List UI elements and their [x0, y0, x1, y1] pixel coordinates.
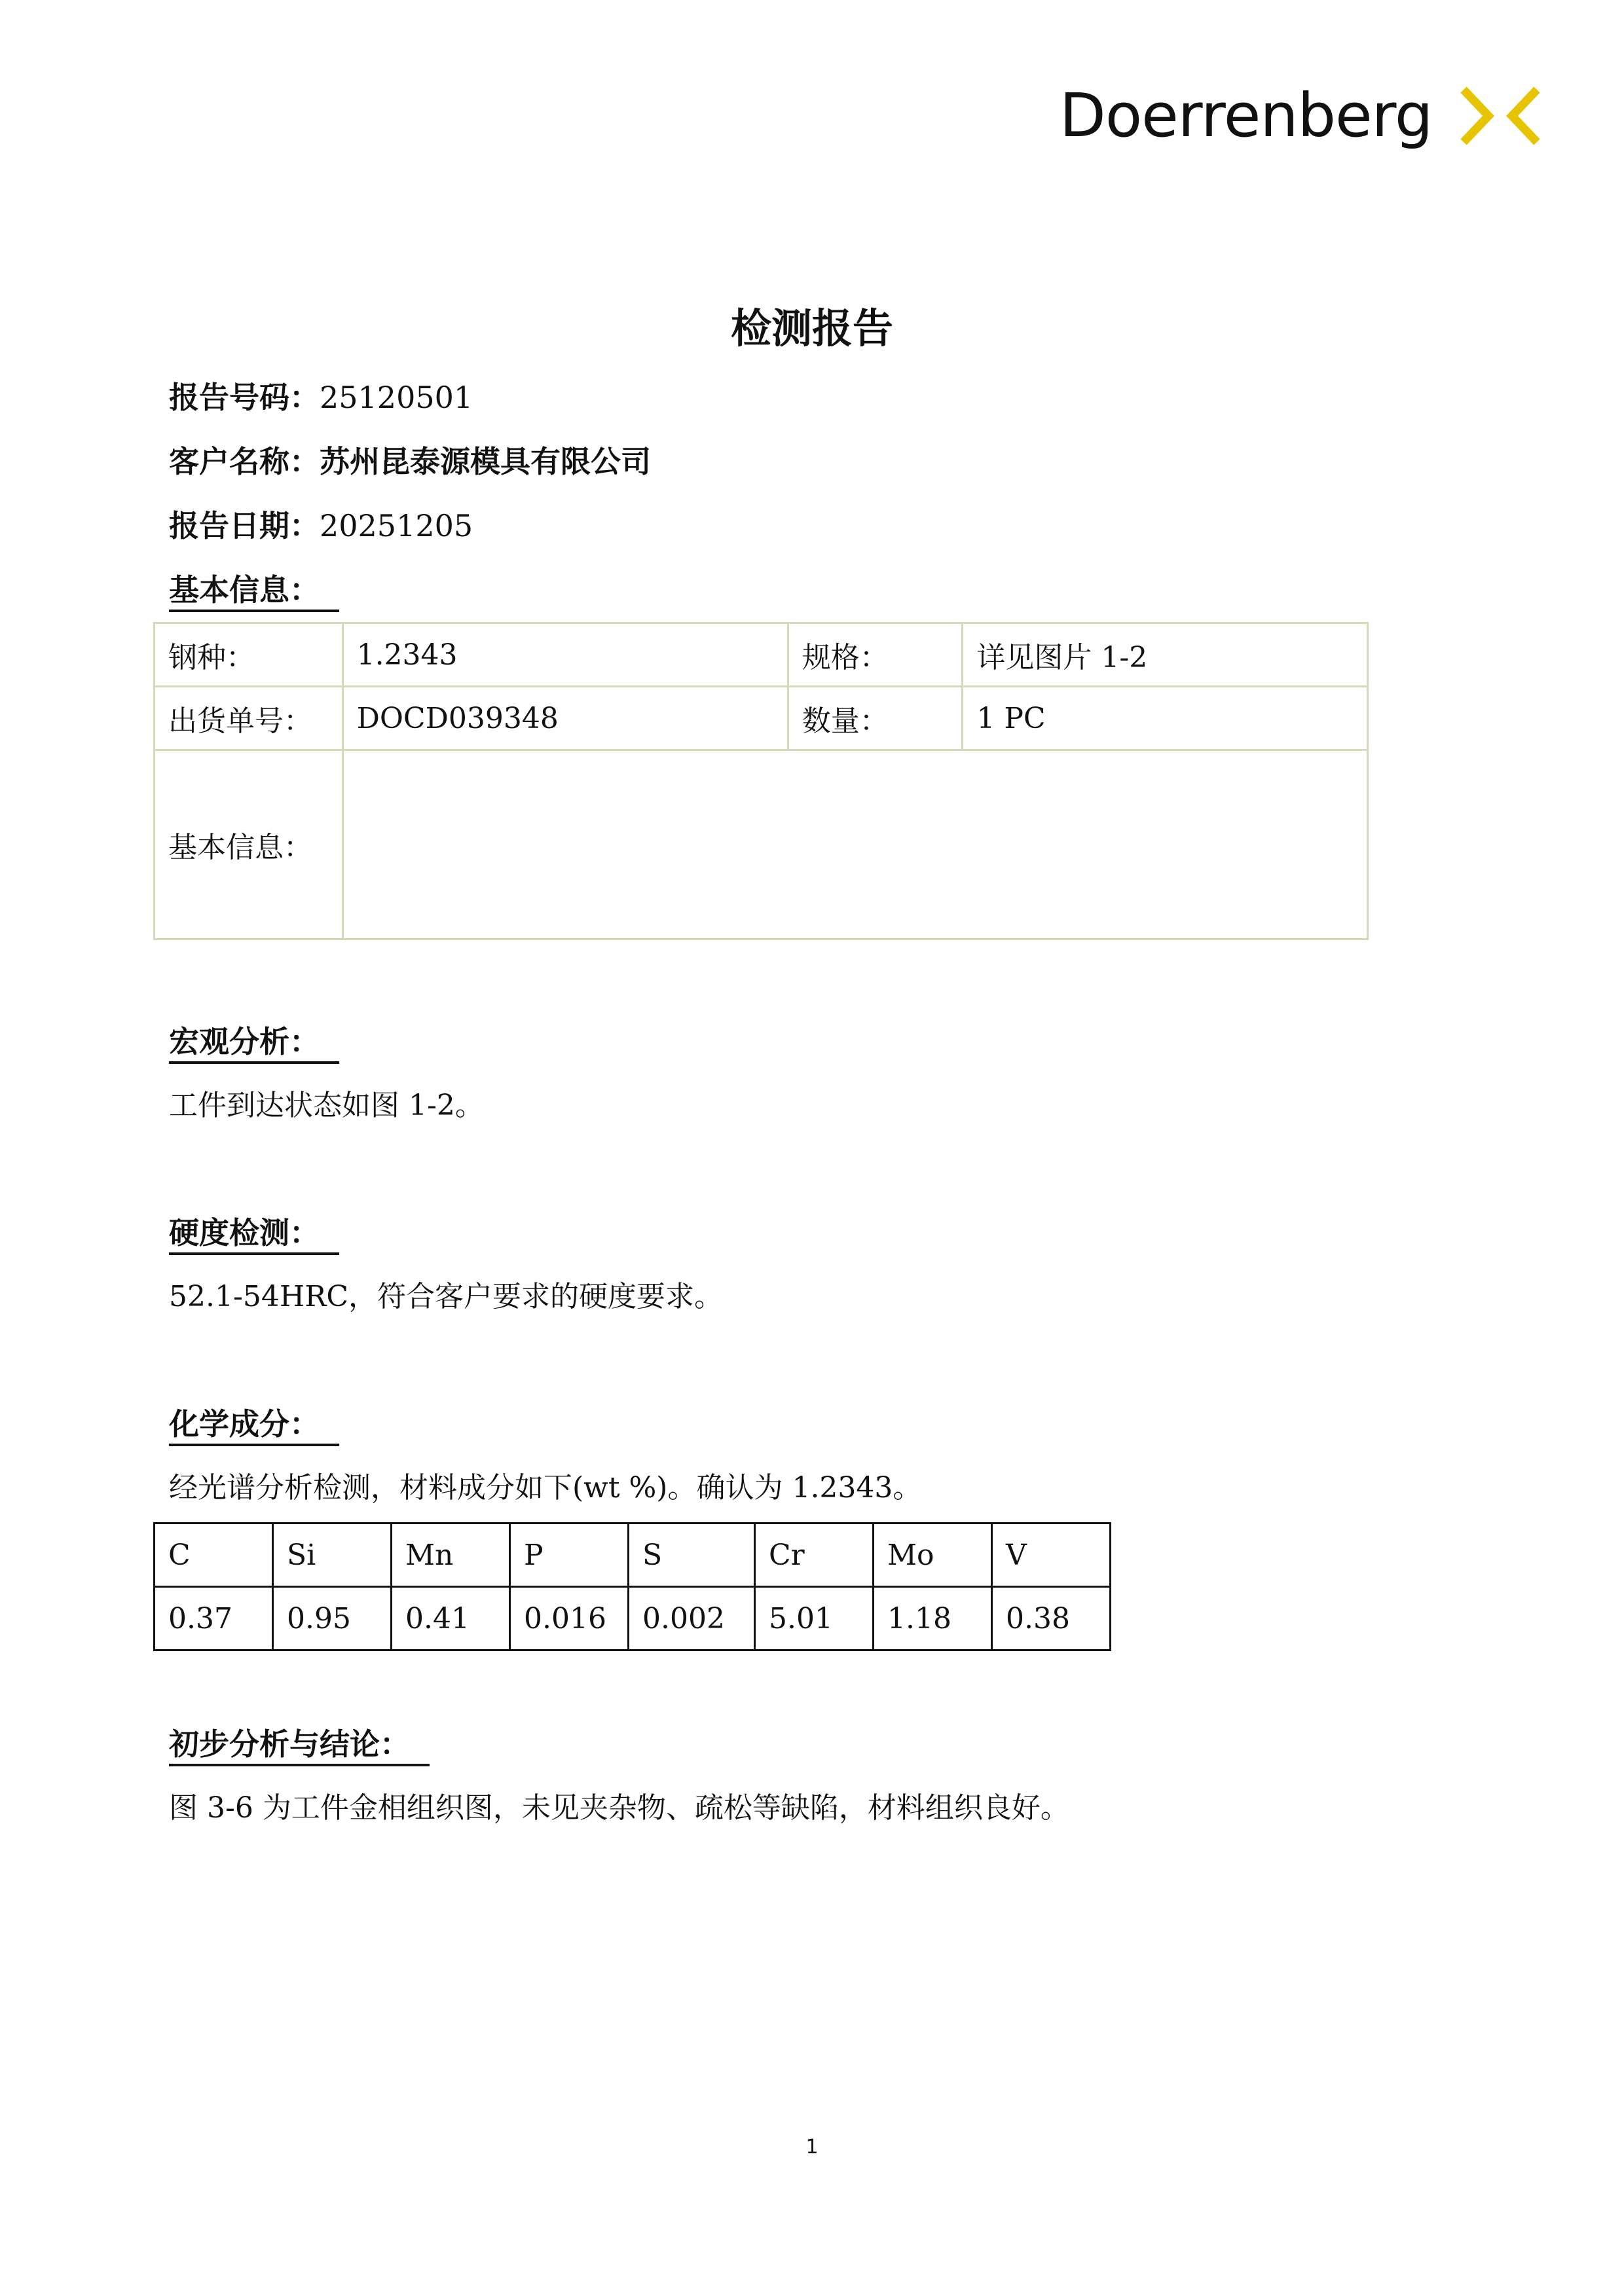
hardness-heading: 硬度检测：: [169, 1213, 339, 1255]
table-row: [155, 1587, 1111, 1650]
steel-value: 1.2343: [342, 623, 788, 687]
report-date: 20251205: [320, 508, 473, 543]
table-row: [155, 750, 1368, 939]
report-date-label: 报告日期：: [169, 508, 320, 543]
table-row: [155, 1523, 1111, 1587]
report-date-line: [169, 506, 473, 545]
value-cell: 0.016: [510, 1587, 629, 1650]
element-cell: P: [510, 1523, 629, 1587]
basic-info-heading: 基本信息：: [169, 570, 339, 612]
report-title: 检测报告: [730, 304, 893, 352]
logo-text: Doerrenberg: [1060, 81, 1433, 151]
hardness-text: 52.1-54HRC，符合客户要求的硬度要求。: [169, 1280, 723, 1313]
page-number: 1: [805, 2136, 819, 2159]
macro-analysis-text: 工件到达状态如图 1-2。: [169, 1089, 484, 1122]
customer-line: [169, 442, 651, 481]
macro-analysis-heading: 宏观分析：: [169, 1022, 339, 1064]
conclusion-heading: 初步分析与结论：: [169, 1724, 430, 1766]
shipment-label: 出货单号：: [155, 687, 343, 750]
value-cell: 0.95: [273, 1587, 392, 1650]
value-cell: 1.18: [874, 1587, 992, 1650]
report-number: 25120501: [320, 380, 473, 415]
conclusion-text: 图 3-6 为工件金相组织图，未见夹杂物、疏松等缺陷，材料组织良好。: [169, 1791, 1069, 1825]
spec-label: 规格：: [788, 623, 963, 687]
element-cell: Mo: [874, 1523, 992, 1587]
doerrenberg-x-mark-icon: [1458, 83, 1542, 149]
quantity-label: 数量：: [788, 687, 963, 750]
chemical-heading: 化学成分：: [169, 1404, 339, 1446]
element-cell: Mn: [392, 1523, 510, 1587]
element-cell: Si: [273, 1523, 392, 1587]
customer-label: 客户名称：: [169, 444, 320, 479]
steel-label: 钢种：: [155, 623, 343, 687]
value-cell: 0.41: [392, 1587, 510, 1650]
report-number-label: 报告号码：: [169, 380, 320, 415]
customer-name: 苏州昆泰源模具有限公司: [320, 444, 651, 479]
shipment-value: DOCD039348: [342, 687, 788, 750]
element-cell: C: [155, 1523, 273, 1587]
quantity-value: 1 PC: [963, 687, 1368, 750]
element-cell: V: [992, 1523, 1111, 1587]
element-cell: S: [629, 1523, 755, 1587]
info-label: 基本信息：: [155, 750, 343, 939]
chemical-composition-table: [153, 1522, 1111, 1651]
element-cell: Cr: [755, 1523, 874, 1587]
company-logo: [1060, 73, 1542, 158]
chemical-text: 经光谱分析检测，材料成分如下(wt %)。确认为 1.2343。: [169, 1471, 922, 1504]
basic-info-table: [153, 622, 1369, 940]
value-cell: 0.38: [992, 1587, 1111, 1650]
table-row: [155, 687, 1368, 750]
info-value: [342, 750, 1367, 939]
value-cell: 5.01: [755, 1587, 874, 1650]
report-number-line: [169, 378, 473, 417]
value-cell: 0.37: [155, 1587, 273, 1650]
table-row: [155, 623, 1368, 687]
value-cell: 0.002: [629, 1587, 755, 1650]
spec-value: 详见图片 1-2: [963, 623, 1368, 687]
